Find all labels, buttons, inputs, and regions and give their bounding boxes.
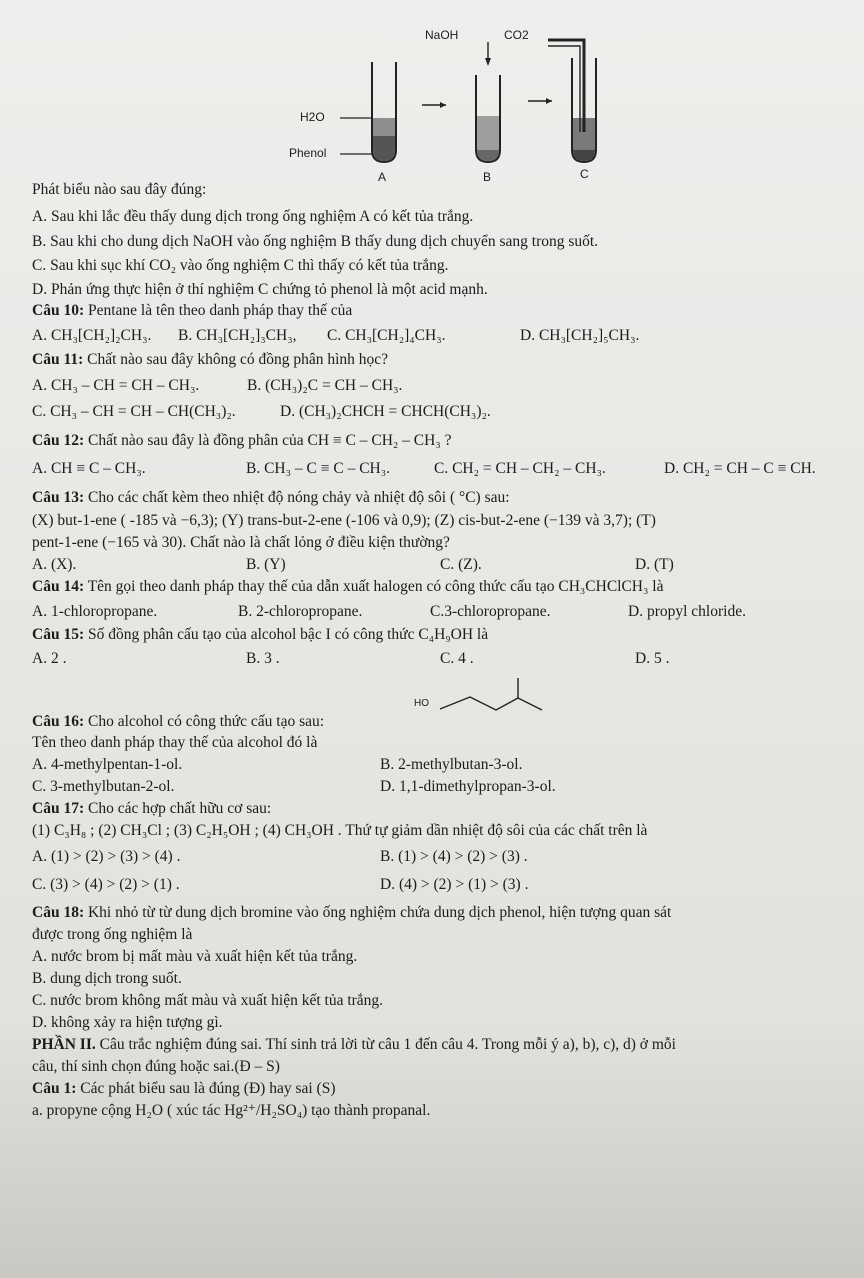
q16-option-c: C. 3-methylbutan-2-ol.: [32, 778, 175, 795]
tube-a-shape: [340, 62, 396, 162]
q12-option-c: C. CH₂ = CH – CH₂ – CH₃.: [434, 460, 606, 477]
q15-option-d: D. 5 .: [635, 650, 670, 667]
q13-option-a: A. (X).: [32, 556, 77, 573]
q13-stem: [32, 489, 510, 507]
q14-title: Câu 14:: [32, 578, 85, 595]
tube-b-shape: [476, 42, 500, 162]
q14-option-b: B. 2-chloropropane.: [238, 603, 363, 620]
q13-option-c: C. (Z).: [440, 556, 482, 573]
q18-option-b: B. dung dịch trong suốt.: [32, 970, 182, 987]
q10-text: Pentane là tên theo danh pháp thay thế của: [84, 302, 353, 319]
q11-option-c: C. CH₃ – CH = CH – CH(CH₃)₂.: [32, 403, 236, 420]
p2q1-statement-a: a. propyne cộng H₂O ( xúc tác Hg²⁺/H₂SO₄) tạo thành propanal.: [32, 1102, 431, 1119]
h2o-label: H2O: [300, 110, 325, 124]
q17-title: Câu 17:: [32, 800, 85, 817]
q10-option-d: D. CH₃[CH₂]₅CH₃.: [520, 327, 640, 344]
tube-c-label: C: [580, 167, 589, 181]
question-intro: Phát biểu nào sau đây đúng:: [32, 181, 207, 198]
part2-heading: [32, 1036, 676, 1054]
q15-text: Số đồng phân cấu tạo của alcohol bậc I có công thức C₄H₉OH là: [84, 626, 489, 643]
phenol-label: Phenol: [289, 146, 327, 160]
q12-title: Câu 12:: [32, 432, 85, 449]
q13-line2: (X) but-1-ene ( -185 và −6,3); (Y) trans-but-2-ene (-106 và 0,9); (Z) cis-but-2-ene (−139 và 3,7); (T): [32, 512, 656, 529]
q17-text: Cho các hợp chất hữu cơ sau:: [84, 800, 272, 817]
q14-option-a: A. 1-chloropropane.: [32, 603, 158, 620]
q16-option-a: A. 4-methylpentan-1-ol.: [32, 756, 183, 773]
p2q1-text: Các phát biểu sau là đúng (Đ) hay sai (S): [76, 1080, 336, 1097]
q9-option-c: C. Sau khi sục khí CO₂ vào ống nghiệm C thì thấy có kết tủa trắng.: [32, 257, 449, 274]
q14-stem: [32, 578, 663, 596]
co2-label: CO2: [504, 28, 529, 42]
q11-stem: [32, 351, 388, 369]
q17-option-b: B. (1) > (4) > (2) > (3) .: [380, 848, 528, 865]
tube-a-label: A: [378, 170, 387, 184]
q18-option-a: A. nước brom bị mất màu và xuất hiện kết tủa trắng.: [32, 948, 358, 965]
q11-option-b: B. (CH₃)₂C = CH – CH₃.: [247, 377, 403, 394]
q14-option-d: D. propyl chloride.: [628, 603, 746, 620]
q17-line2: (1) C₃H₈ ; (2) CH₃Cl ; (3) C₂H₅OH ; (4) CH₃OH . Thứ tự giảm dần nhiệt độ sôi của các chất trên là: [32, 822, 648, 839]
q14-option-c: C.3-chloropropane.: [430, 603, 551, 620]
q16-text: Cho alcohol có công thức cấu tạo sau:: [84, 713, 325, 730]
q15-stem: [32, 626, 488, 644]
q18-title: Câu 18:: [32, 904, 85, 921]
q10-option-b: B. CH₃[CH₂]₃CH₃,: [178, 327, 297, 344]
naoh-label: NaOH: [425, 28, 459, 42]
q18-line2: được trong ống nghiệm là: [32, 926, 193, 943]
q17-option-a: A. (1) > (2) > (3) > (4) .: [32, 848, 181, 865]
q10-title: Câu 10:: [32, 302, 85, 319]
q9-option-a: A. Sau khi lắc đều thấy dung dịch trong ống nghiệm A có kết tủa trắng.: [32, 208, 474, 225]
q11-text: Chất nào sau đây không có đồng phân hình học?: [83, 351, 389, 368]
q13-title: Câu 13:: [32, 489, 85, 506]
q12-stem: [32, 432, 452, 450]
q15-option-a: A. 2 .: [32, 650, 67, 667]
q12-text: Chất nào sau đây là đồng phân của CH ≡ C – CH₂ – CH₃ ?: [84, 432, 452, 449]
q12-option-a: A. CH ≡ C – CH₃.: [32, 460, 146, 477]
part2-text: Câu trắc nghiệm đúng sai. Thí sinh trả lời từ câu 1 đến câu 4. Trong mỗi ý a), b), c), d) ở mỗi: [95, 1036, 676, 1053]
part2-line2: câu, thí sinh chọn đúng hoặc sai.(Đ – S): [32, 1058, 280, 1075]
q13-line3: pent-1-ene (−165 và 30). Chất nào là chất lỏng ở điều kiện thường?: [32, 534, 450, 551]
q10-stem: [32, 302, 352, 320]
q17-option-d: D. (4) > (2) > (1) > (3) .: [380, 876, 529, 893]
q9-option-b: B. Sau khi cho dung dịch NaOH vào ống nghiệm B thấy dung dịch chuyển sang trong suốt.: [32, 233, 599, 250]
q16-title: Câu 16:: [32, 713, 85, 730]
p2q1-title: Câu 1:: [32, 1080, 77, 1097]
q18-text: Khi nhỏ từ từ dung dịch bromine vào ống nghiệm chứa dung dịch phenol, hiện tượng quan sát: [84, 904, 672, 921]
q18-option-c: C. nước brom không mất màu và xuất hiện kết tủa trắng.: [32, 992, 384, 1009]
p2q1-stem: [32, 1080, 336, 1098]
q9-option-d: D. Phản ứng thực hiện ở thí nghiệm C chứng tỏ phenol là một acid mạnh.: [32, 281, 488, 298]
q11-option-d: D. (CH₃)₂CHCH = CHCH(CH₃)₂.: [280, 403, 491, 420]
q13-text: Cho các chất kèm theo nhiệt độ nóng chảy và nhiệt độ sôi ( °C) sau:: [84, 489, 510, 506]
q13-option-b: B. (Y): [246, 556, 286, 573]
q16-line2: Tên theo danh pháp thay thế của alcohol đó là: [32, 734, 318, 751]
q18-stem: [32, 904, 671, 922]
q15-title: Câu 15:: [32, 626, 85, 643]
tube-b-label: B: [483, 170, 492, 184]
q12-option-b: B. CH₃ – C ≡ C – CH₃.: [246, 460, 391, 477]
q17-option-c: C. (3) > (4) > (2) > (1) .: [32, 876, 180, 893]
ho-label: HO: [414, 698, 429, 709]
q17-stem: [32, 800, 271, 818]
q10-option-c: C. CH₃[CH₂]₄CH₃.: [327, 327, 446, 344]
part2-title: PHẦN II.: [32, 1036, 96, 1053]
q16-option-d: D. 1,1-dimethylpropan-3-ol.: [380, 778, 556, 795]
q15-option-b: B. 3 .: [246, 650, 280, 667]
q11-option-a: A. CH₃ – CH = CH – CH₃.: [32, 377, 200, 394]
q12-option-d: D. CH₂ = CH – C ≡ CH.: [664, 460, 816, 477]
q11-title: Câu 11:: [32, 351, 84, 368]
q15-option-c: C. 4 .: [440, 650, 474, 667]
q14-text: Tên gọi theo danh pháp thay thế của dẫn xuất halogen có công thức cấu tạo CH₃CHClCH₃ là: [84, 578, 664, 595]
tube-c-shape: [548, 40, 596, 162]
q10-option-a: A. CH₃[CH₂]₂CH₃.: [32, 327, 152, 344]
q16-option-b: B. 2-methylbutan-3-ol.: [380, 756, 523, 773]
q13-option-d: D. (T): [635, 556, 674, 573]
q16-stem: [32, 713, 324, 731]
q18-option-d: D. không xảy ra hiện tượng gì.: [32, 1014, 223, 1031]
